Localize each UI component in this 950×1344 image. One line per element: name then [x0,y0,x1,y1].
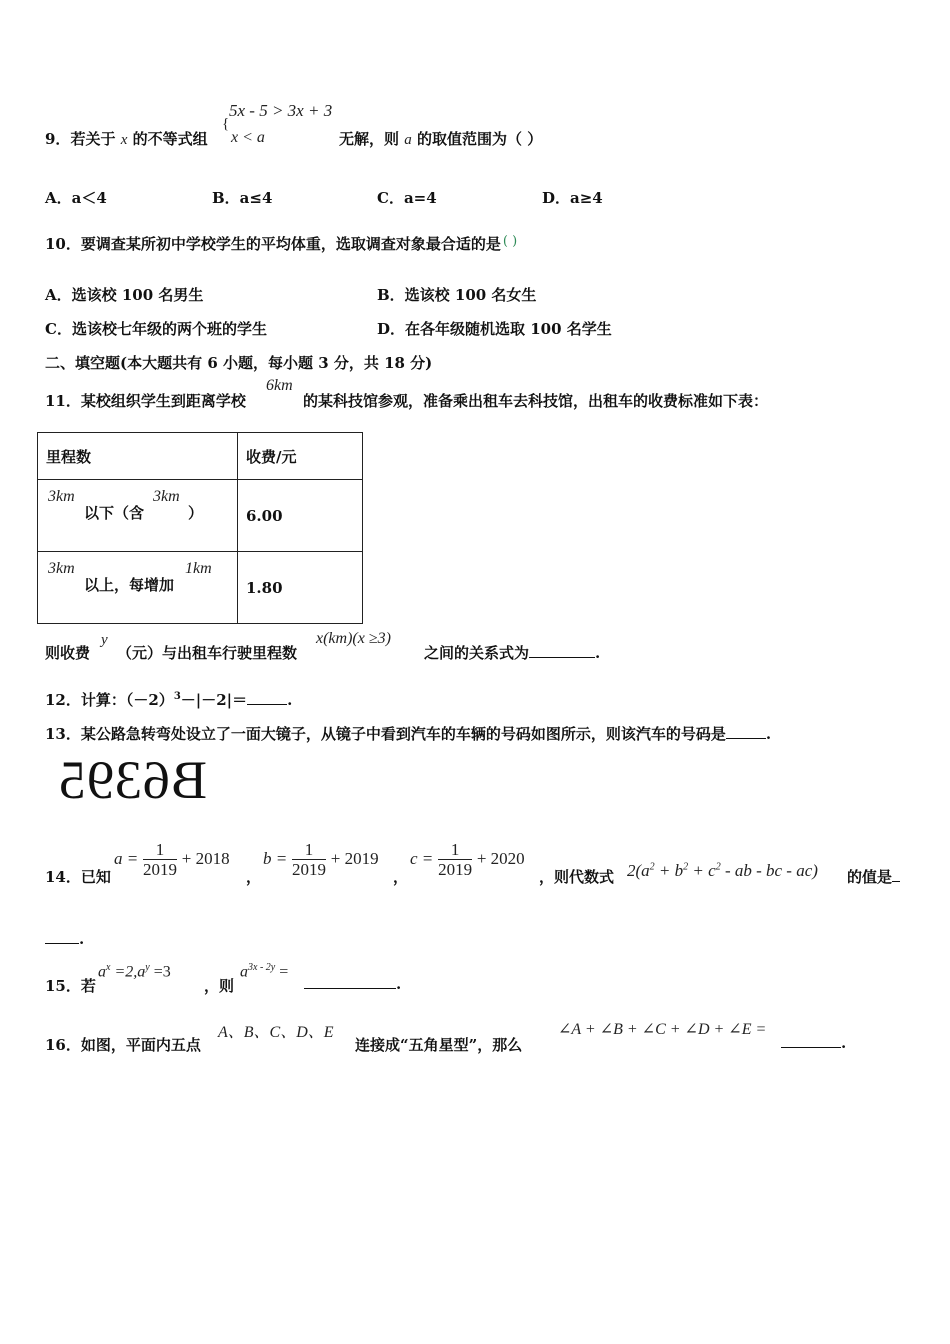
q14-expr-c: + c [688,861,716,880]
q16-end: . [841,1034,847,1052]
q9-option-b[interactable]: B．a≤4 [212,189,273,207]
q16-expression: ∠A + ∠B + ∠C + ∠D + ∠E = [558,1021,767,1038]
q9-brace: { [222,116,230,132]
q14-b-frac-den: 2019 [292,860,327,879]
section-fill-in-heading: 二、填空题(本大题共有 6 小题，每小题 3 分，共 18 分) [45,354,433,372]
q11-after-c-line [424,642,600,663]
q10-option-b[interactable]: B．选该校 100 名女生 [377,286,537,304]
q12-text: 12．计算：（－2） [45,691,174,709]
q14-text-c-line [847,866,900,887]
q11-text-b: 的某科技馆参观，准备乘出租车去科技馆，出租车的收费标准如下表： [303,392,769,410]
fare-row2-label-a: 以上，每增加 [84,576,175,594]
q14-text-a: 14．已知 [45,868,111,886]
q15-given-end: =3 [149,963,171,981]
q9-var-x: x [120,132,128,148]
q14-c-fraction [438,840,472,880]
q10-option-c[interactable]: C．选该校七年级的两个班的学生 [45,320,267,338]
q14-b-def [263,840,379,880]
q14-c-def [410,840,525,880]
q14-c-frac-num: 1 [438,840,472,860]
q15-given-base: a [98,963,106,981]
q9-text-b: 的不等式组 [132,130,208,148]
q14-answer-blank-start[interactable] [892,881,900,882]
q15-end: . [396,975,402,993]
q14-text-b: ，则代数式 [539,868,615,886]
fare-row1-distance [38,480,238,552]
q14-text-c: 的值是 [847,868,893,886]
fare-row1-fee: 6.00 [238,480,363,552]
q14-expression [627,861,818,881]
q11-expr: x(km)(x ≥3) [316,630,391,647]
q15-text-b: ，则 [204,977,235,995]
q9-text-c: 无解，则 [339,130,400,148]
q14-c-frac-den: 2019 [438,860,473,879]
q10-stem [45,233,517,254]
q14-answer-blank[interactable] [45,943,79,944]
q11-after-a: 则收费 [45,644,91,662]
fare-row2-fee: 1.80 [238,552,363,624]
q14-a-fraction [143,840,177,880]
q9-option-d[interactable]: D．a≥4 [542,189,603,207]
fare-table-header-row [38,433,363,480]
q14-end: . [79,930,85,948]
q15-text-a: 15．若 [45,977,96,995]
q13-answer-blank[interactable] [726,738,766,739]
q9-ineq1: 5x - 5 > 3x + 3 [229,101,333,120]
q15-target-exp: 3x - 2y [248,962,276,973]
q15-given-exp-x: x [106,962,111,973]
q9-stem [45,128,208,149]
q9-number: 9． [45,130,71,148]
mirrored-plate-image [45,752,220,808]
fare-table-row-base [38,480,363,552]
q9-stem-end [339,128,542,149]
q10-answer-paren: ( ) [502,234,518,249]
q11-var-y: y [101,632,108,648]
q16-text-b: 连接成“五角星型”，那么 [355,1036,523,1054]
q16-blank-line [781,1034,846,1052]
q15-target [240,962,288,981]
q11-end: . [595,644,601,662]
q9-option-c[interactable]: C．a=4 [377,189,437,207]
q14-b-add: + 2019 [330,849,379,868]
q15-given [98,962,171,981]
q11-text-a: 11．某校组织学生到距离学校 [45,392,246,410]
q12-answer-blank[interactable] [247,704,287,705]
q14-sq-a: 2 [649,861,655,873]
q12-line [45,689,292,710]
fare-table-header-distance: 里程数 [38,433,238,480]
q15-answer-blank[interactable] [304,988,396,989]
q16-text-a: 16．如图，平面内五点 [45,1036,201,1054]
q15-given-exp-y: y [145,962,150,973]
q11-after-c: 之间的关系式为 [424,644,530,662]
q14-a-def [114,840,230,880]
fare-table-row-extra [38,552,363,624]
q11-distance: 6km [266,377,293,394]
q15-target-base: a [240,963,248,981]
q12-exponent: 3 [173,691,181,702]
q12-end: . [287,691,293,709]
q14-sq-c: 2 [715,861,721,873]
q13-line [45,723,771,744]
q15-given-mid: =2,a [110,963,146,981]
q16-answer-blank[interactable] [781,1047,841,1048]
fare-row1-km2: 3km [153,488,180,505]
fare-row2-km1: 3km [48,560,75,577]
fare-row2-distance [38,552,238,624]
q11-answer-blank[interactable] [529,657,595,658]
q14-expr-d: - ab - bc - ac) [720,861,818,880]
q14-answer-blank-line [45,930,84,948]
q15-blank-line [304,975,401,993]
q10-option-a[interactable]: A．选该校 100 名男生 [45,286,204,304]
q9-var-a: a [404,132,412,148]
fare-row1-label-b: ） [188,504,204,522]
q11-after-b: （元）与出租车行驶里程数 [117,644,298,662]
q14-expr-b: + b [654,861,684,880]
q16-points: A、B、C、D、E [218,1024,334,1041]
q14-a-lhs: a = [114,849,139,868]
q14-a-add: + 2018 [181,849,230,868]
q14-expr-a: 2(a [627,861,650,880]
q9-ineq2: x < a [231,129,265,146]
q14-a-frac-num: 1 [143,840,177,860]
q14-b-frac-num: 1 [292,840,326,860]
q12-rest: －|－2|＝ [180,691,248,709]
q14-sq-b: 2 [683,861,689,873]
q13-text: 13．某公路急转弯处设立了一面大镜子，从镜子中看到汽车的车辆的号码如图所示，则该汽车的号码是 [45,725,726,743]
q14-c-lhs: c = [410,849,434,868]
q14-a-frac-den: 2019 [143,860,178,879]
q14-b-fraction [292,840,326,880]
q14-comma-1: ， [246,868,262,886]
q14-c-add: + 2020 [476,849,525,868]
q10-option-d[interactable]: D．在各年级随机选取 100 名学生 [377,320,612,338]
q14-comma-2: ， [393,868,409,886]
q13-end: . [765,725,772,743]
q14-b-lhs: b = [263,849,288,868]
fare-row1-label-a: 以下（含 [84,504,145,522]
q10-text: 10．要调查某所初中学校学生的平均体重，选取调查对象最合适的是 [45,235,501,253]
fare-table-header-fee: 收费/元 [238,433,363,480]
q9-text-a: 若关于 [70,130,116,148]
mirrored-plate-text: B6395 [57,752,208,808]
fare-row1-km1: 3km [48,488,75,505]
fare-row2-km2: 1km [185,560,212,577]
q9-text-d: 的取值范围为（ ） [416,130,543,148]
fare-table [37,432,363,624]
q9-option-a[interactable]: A．a＜4 [45,189,107,207]
q15-target-eq: = [275,963,289,981]
